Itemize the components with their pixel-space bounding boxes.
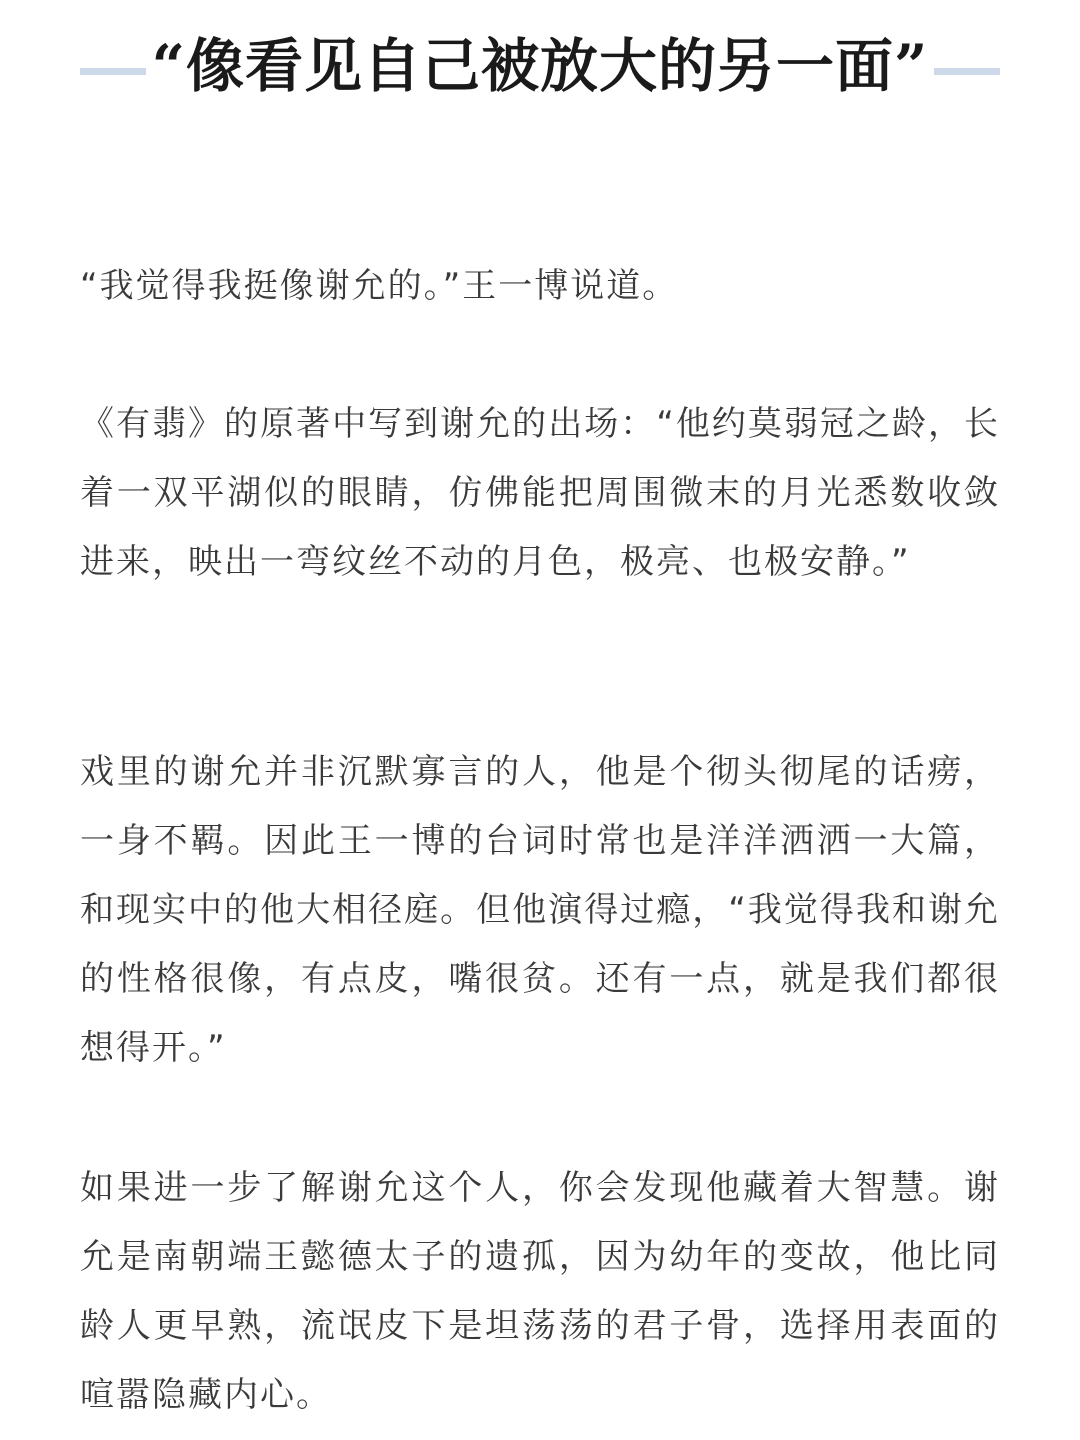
paragraph-background: 如果进一步了解谢允这个人，你会发现他藏着大智慧。谢允是南朝端王懿德太子的遗孤，因为幼年的变故，他比同龄人更早熟，流氓皮下是坦荡荡的君子骨，选择用表面的喧嚣隐藏内心。: [80, 1168, 1000, 1415]
paragraph-quote: “我觉得我挺像谢允的。”王一博说道。: [80, 266, 679, 306]
paragraph-novel-excerpt: 《有翡》的原著中写到谢允的出场：“他约莫弱冠之龄，长着一双平湖似的眼睛，仿佛能把周围微末的月光悉数收敛进来，映出一弯纹丝不动的月色，极亮、也极安静。”: [80, 404, 1000, 582]
article-title: [80, 26, 1000, 106]
article-title-text: “像看见自己被放大的另一面”: [146, 32, 935, 100]
title-banner: [80, 18, 1000, 118]
paragraph-character: 戏里的谢允并非沉默寡言的人，他是个彻头彻尾的话痨，一身不羁。因此王一博的台词时常也是洋洋洒洒一大篇，和现实中的他大相径庭。但他演得过瘾，“我觉得我和谢允的性格很像，有点皮，嘴很贫。还有一点，就是我们都很想得开。”: [80, 752, 1000, 1068]
